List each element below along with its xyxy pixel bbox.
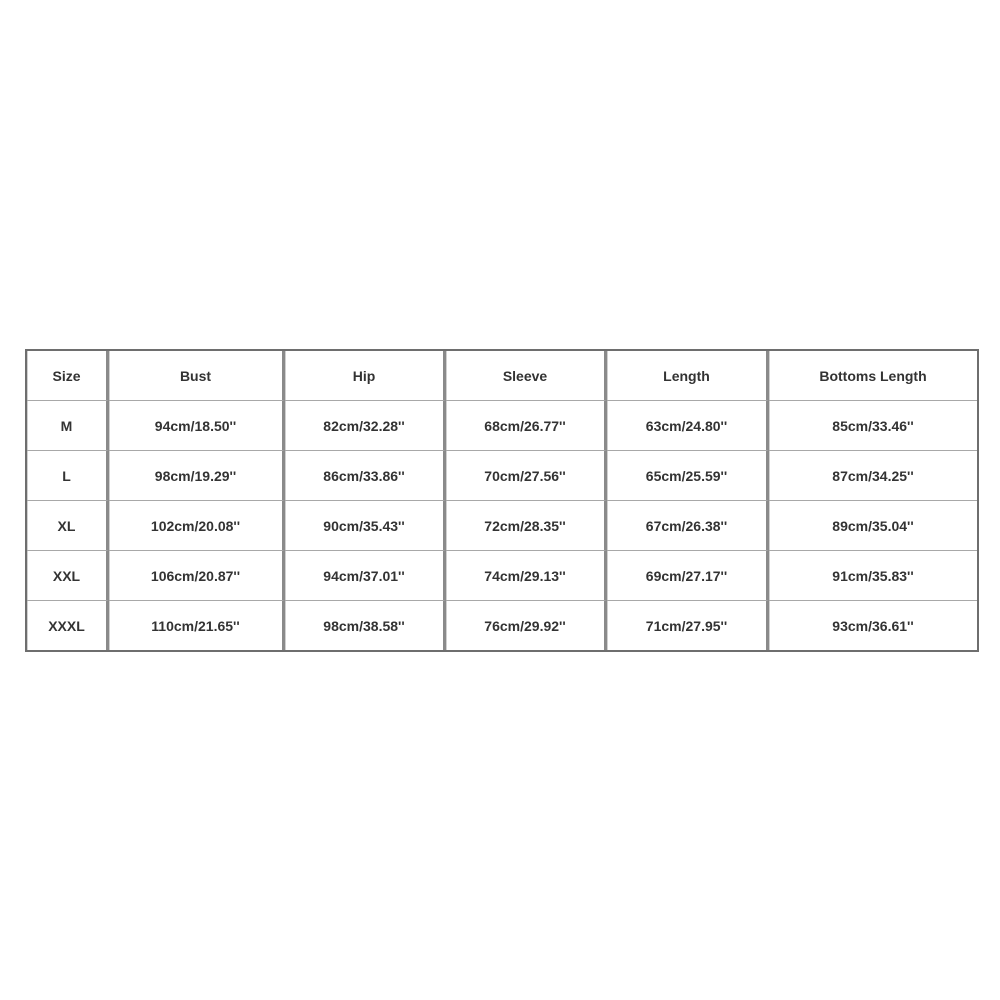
size-chart-table <box>25 349 979 652</box>
size-cell: L <box>27 451 109 501</box>
sleeve-cell: 74cm/29.13'' <box>446 551 607 601</box>
size-cell: XL <box>27 501 109 551</box>
hip-cell: 94cm/37.01'' <box>285 551 446 601</box>
bust-cell: 98cm/19.29'' <box>109 451 285 501</box>
length-cell: 71cm/27.95'' <box>607 601 769 650</box>
length-cell: 65cm/25.59'' <box>607 451 769 501</box>
length-cell: 67cm/26.38'' <box>607 501 769 551</box>
table-row <box>27 451 977 501</box>
sleeve-cell: 72cm/28.35'' <box>446 501 607 551</box>
header-bust: Bust <box>109 351 285 401</box>
bust-cell: 110cm/21.65'' <box>109 601 285 650</box>
bottoms-length-cell: 91cm/35.83'' <box>769 551 977 601</box>
size-cell: XXXL <box>27 601 109 650</box>
hip-cell: 86cm/33.86'' <box>285 451 446 501</box>
length-cell: 63cm/24.80'' <box>607 401 769 451</box>
bust-cell: 94cm/18.50'' <box>109 401 285 451</box>
header-bottoms-length: Bottoms Length <box>769 351 977 401</box>
bottoms-length-cell: 89cm/35.04'' <box>769 501 977 551</box>
header-row <box>27 351 977 401</box>
bottoms-length-cell: 85cm/33.46'' <box>769 401 977 451</box>
hip-cell: 98cm/38.58'' <box>285 601 446 650</box>
table-row <box>27 501 977 551</box>
header-size: Size <box>27 351 109 401</box>
bust-cell: 106cm/20.87'' <box>109 551 285 601</box>
header-hip: Hip <box>285 351 446 401</box>
table-row <box>27 401 977 451</box>
length-cell: 69cm/27.17'' <box>607 551 769 601</box>
bust-cell: 102cm/20.08'' <box>109 501 285 551</box>
header-sleeve: Sleeve <box>446 351 607 401</box>
bottoms-length-cell: 93cm/36.61'' <box>769 601 977 650</box>
table-row <box>27 551 977 601</box>
size-cell: XXL <box>27 551 109 601</box>
size-cell: M <box>27 401 109 451</box>
sleeve-cell: 70cm/27.56'' <box>446 451 607 501</box>
bottoms-length-cell: 87cm/34.25'' <box>769 451 977 501</box>
hip-cell: 90cm/35.43'' <box>285 501 446 551</box>
hip-cell: 82cm/32.28'' <box>285 401 446 451</box>
header-length: Length <box>607 351 769 401</box>
sleeve-cell: 68cm/26.77'' <box>446 401 607 451</box>
sleeve-cell: 76cm/29.92'' <box>446 601 607 650</box>
table-row <box>27 601 977 650</box>
